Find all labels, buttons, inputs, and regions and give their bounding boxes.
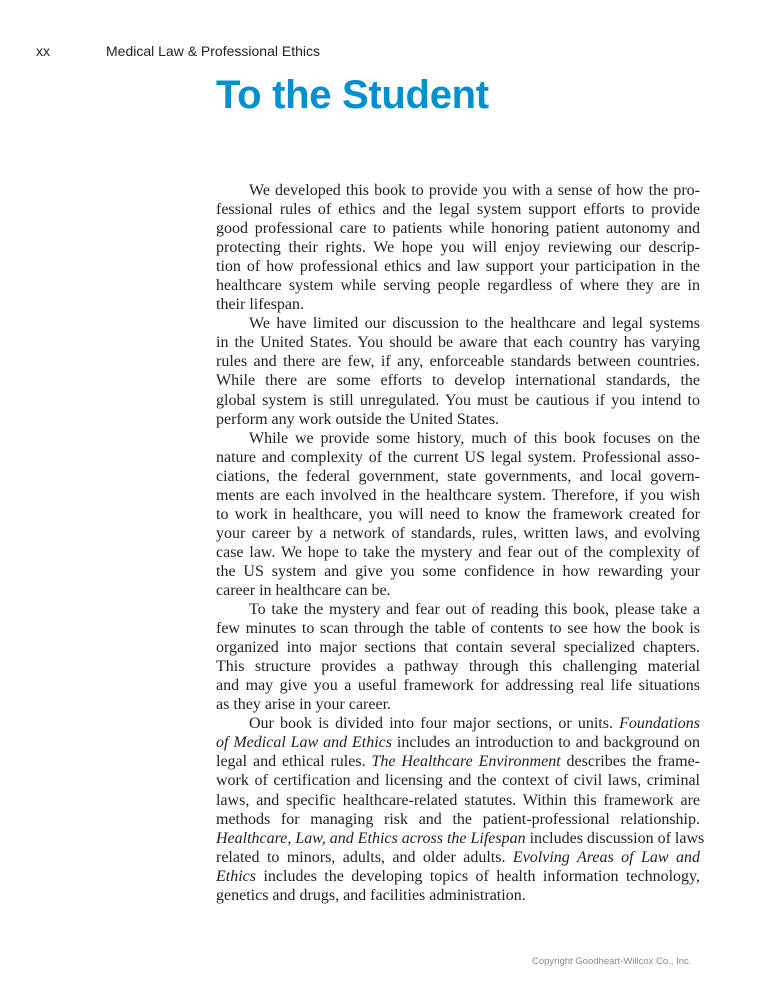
text-span: organized into major sections that contain several specialized chapters. bbox=[216, 639, 700, 657]
text-line bbox=[216, 219, 700, 238]
text-span: describes the frame- bbox=[560, 753, 701, 771]
text-line bbox=[216, 429, 700, 448]
text-line bbox=[216, 371, 700, 390]
paragraph bbox=[216, 600, 700, 714]
text-span: perform any work outside the United States. bbox=[216, 410, 500, 428]
text-line bbox=[216, 791, 700, 810]
text-span: to work in healthcare, you will need to know the framework created for bbox=[216, 505, 700, 523]
text-span: nature and complexity of the current US legal system. Professional asso- bbox=[216, 448, 700, 466]
text-span: fessional rules of ethics and the legal system support efforts to provide bbox=[216, 201, 700, 219]
text-span: related to minors, adults, and older adults. bbox=[216, 848, 513, 866]
text-span: methods for managing risk and the patient-professional relationship. bbox=[216, 810, 700, 828]
book-title: Medical Law & Professional Ethics bbox=[106, 43, 320, 59]
text-span: includes the developing topics of health information technology, bbox=[256, 867, 700, 885]
text-line bbox=[216, 638, 700, 657]
text-line bbox=[216, 410, 700, 429]
text-line bbox=[216, 486, 700, 505]
text-span: tion of how professional ethics and law support your participation in the bbox=[216, 258, 700, 276]
italic-text: of Medical Law and Ethics bbox=[216, 734, 393, 752]
copyright-notice: Copyright Goodheart-Willcox Co., Inc. bbox=[532, 956, 692, 967]
text-span: ciations, the federal government, state governments, and local govern- bbox=[216, 467, 700, 485]
text-span: global system is still unregulated. You must be cautious if you intend to bbox=[216, 391, 700, 409]
text-span: While we provide some history, much of this book focuses on the bbox=[249, 429, 700, 447]
text-line bbox=[216, 886, 700, 905]
text-line bbox=[216, 676, 700, 695]
paragraph bbox=[216, 181, 700, 314]
text-line bbox=[216, 771, 700, 790]
text-span: legal and ethical rules. bbox=[216, 753, 372, 771]
text-span: in the United States. You should be aware that each country has varying bbox=[216, 334, 700, 352]
text-span: their lifespan. bbox=[216, 296, 304, 314]
text-line bbox=[216, 600, 700, 619]
text-span: While there are some efforts to develop international standards, the bbox=[216, 372, 700, 390]
italic-text: Healthcare, Law, and Ethics across the Lifespan bbox=[216, 829, 526, 847]
text-span: protecting their rights. We hope you will enjoy reviewing our descrip- bbox=[216, 239, 700, 257]
text-line bbox=[216, 276, 700, 295]
text-line bbox=[216, 867, 700, 886]
italic-text: Ethics bbox=[216, 867, 256, 885]
text-span: ments are each involved in the healthcare system. Therefore, if you wish bbox=[216, 486, 700, 504]
text-line bbox=[216, 524, 700, 543]
text-line bbox=[216, 295, 700, 314]
text-span: To take the mystery and fear out of reading this book, please take a bbox=[249, 601, 700, 619]
text-line bbox=[216, 581, 700, 600]
text-span: career in healthcare can be. bbox=[216, 581, 391, 599]
text-line bbox=[216, 752, 700, 771]
body-text bbox=[216, 181, 705, 905]
text-span: work of certification and licensing and the context of civil laws, criminal bbox=[216, 772, 700, 790]
text-span: Our book is divided into four major sections, or units. bbox=[249, 715, 620, 733]
text-line bbox=[216, 448, 700, 467]
text-line bbox=[216, 352, 700, 371]
page-number: xx bbox=[36, 43, 50, 59]
text-span: case law. We hope to take the mystery and fear out of the complexity of bbox=[216, 543, 700, 561]
text-span: rules and there are few, if any, enforceable standards between countries. bbox=[216, 353, 700, 371]
text-span: includes an introduction to and background on bbox=[392, 734, 700, 752]
italic-text: Evolving Areas of Law and bbox=[512, 848, 701, 866]
text-line bbox=[216, 810, 700, 829]
paragraph bbox=[216, 429, 700, 600]
text-span: includes discussion of laws bbox=[525, 829, 705, 847]
text-line bbox=[216, 733, 700, 752]
text-line bbox=[216, 181, 700, 200]
text-span: We have limited our discussion to the healthcare and legal systems bbox=[249, 315, 700, 333]
text-line bbox=[216, 333, 700, 352]
text-line bbox=[216, 848, 700, 867]
text-line bbox=[216, 467, 700, 486]
text-span: genetics and drugs, and facilities administration. bbox=[216, 886, 526, 904]
text-span: the US system and give you some confidence in how rewarding your bbox=[216, 562, 700, 580]
italic-text: Foundations bbox=[619, 715, 700, 733]
text-line bbox=[216, 695, 700, 714]
paragraph bbox=[216, 714, 705, 904]
text-span: healthcare system while serving people regardless of where they are in bbox=[216, 277, 700, 295]
italic-text: The Healthcare Environment bbox=[371, 753, 561, 771]
text-line bbox=[216, 505, 700, 524]
text-line bbox=[216, 200, 700, 219]
text-span: few minutes to scan through the table of contents to see how the book is bbox=[216, 620, 700, 638]
paragraph bbox=[216, 314, 700, 428]
text-span: good professional care to patients while honoring patient autonomy and bbox=[216, 220, 700, 238]
text-line bbox=[216, 657, 700, 676]
text-line bbox=[216, 714, 700, 733]
text-line bbox=[216, 257, 700, 276]
text-line bbox=[216, 562, 700, 581]
text-line bbox=[216, 314, 700, 333]
text-span: as they arise in your career. bbox=[216, 696, 392, 714]
text-line bbox=[216, 829, 705, 848]
text-line bbox=[216, 619, 700, 638]
text-span: laws, and specific healthcare-related statutes. Within this framework are bbox=[216, 791, 700, 809]
text-span: This structure provides a pathway through this challenging material bbox=[216, 658, 700, 676]
text-span: your career by a network of standards, rules, written laws, and evolving bbox=[216, 524, 700, 542]
text-line bbox=[216, 543, 700, 562]
text-line bbox=[216, 238, 700, 257]
page-title: To the Student bbox=[216, 73, 489, 117]
text-span: and may give you a useful framework for addressing real life situations bbox=[216, 677, 700, 695]
text-line bbox=[216, 391, 700, 410]
text-span: We developed this book to provide you with a sense of how the pro- bbox=[249, 182, 700, 199]
